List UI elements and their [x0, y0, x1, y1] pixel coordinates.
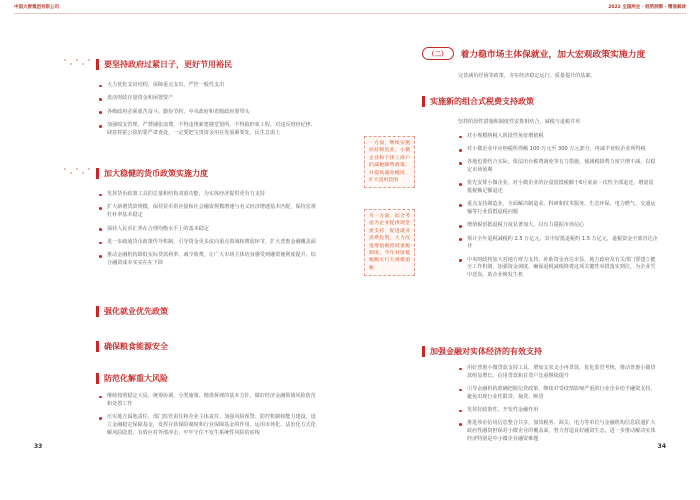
- sidenote-box-2: 另一方面，综合考虑为企业提供现金流支持、促进就业消费投资，大力改进增值税留抵退税制度，今年对留抵税额实行大规模退税: [364, 209, 415, 276]
- chapter-number: （二）: [422, 47, 454, 60]
- list-item: 各地也要结合实际，依法出台税费减免等有力措施，使减税降费力度只增不减，以稳定市场预期: [458, 159, 658, 175]
- list-item: 对小微企业年应纳税所得额 100 万元至 300 万元部分，再减半征收企业所得税: [458, 146, 658, 154]
- list-item: 引导金融机构准确把握信贷政策，继续对受疫情影响严重的行业企业给予融资支持，避免出现行业性限贷、抽贷、断贷: [458, 386, 658, 402]
- section-marker: [96, 341, 99, 352]
- list-item: 重点支持制造业，全面解决制造业、科研和技术服务、生态环保、电力燃气、交通运输等行业留抵退税问题: [458, 201, 658, 217]
- list-item: 各级政府必须艰苦奋斗、勤俭节约，中央政府和省级政府要带头: [98, 109, 320, 117]
- section-title-3: 强化就业优先政策: [96, 306, 168, 317]
- right-page: [350, 0, 700, 500]
- list-item: 保持人民币汇率在合理均衡水平上的基本稳定: [98, 226, 320, 234]
- section-intro: 坚持阶段性措施和制度性安排相结合，减税与退税并举: [458, 119, 581, 125]
- list-item: 优先安排小微企业，对小微企业的存量留抵税额于6月底前一次性全部退还，增量留抵税额足额退还: [458, 180, 658, 196]
- sidenote-box-1: 一方面，继续实施扶持制造业、小微企业和个体工商户的减税降费政策，并提高减免幅度、扩大适用范围: [364, 136, 415, 188]
- list-item: 对小规模纳税人阶段性免征增值税: [458, 133, 658, 141]
- page-number-right: 34: [657, 443, 666, 450]
- list-item: 加强收支管理，严禁铺张浪费，不得违规新建楼堂馆所，不得搞形象工程，对违反财经纪律、肆意挥霍公款的要严肃查处，一定要把宝贵资金用在发展紧要处、民生急需上: [98, 122, 320, 138]
- list-item: 中央财政将加大对地方财力支持，补助资金直达市县，地方政府及有关部门要建立健全工作机制，加强资金调度，确保退税减税降费这项关键性举措落实到位，为企业雪中送炭、助企业焕发生机: [458, 257, 658, 280]
- list-item: 发挥货币政策工具的总量和结构双重功能，为实体经济提供更有力支持: [98, 191, 320, 199]
- list-item: 盘活财政存量资金和闲置资产: [98, 95, 320, 103]
- chapter-subtitle: 完善减负纾困等政策，夯实经济稳定运行、质量提升的基础。: [458, 73, 596, 79]
- header-left-title: 中国大唐集团有限公司: [14, 5, 59, 10]
- section-marker: [96, 59, 99, 70]
- section-title-1: 要坚持政府过紧日子，更好节用裕民: [96, 59, 232, 70]
- section-marker: [422, 96, 425, 107]
- page-number-left: 33: [34, 443, 43, 450]
- section-title-2: 加大稳健的货币政策实施力度: [96, 168, 208, 179]
- list-item: 推进涉企信用信息整合共享，加快税务、海关、电力等单位与金融机构信息联通扩大政府性融资担保对小微企业的覆盖面，努力营造良好融资生态，进一步推动解决实体经济特别是中小微企业融资难题: [458, 420, 658, 443]
- section-list-6: [458, 133, 658, 285]
- section-list-7: [458, 365, 658, 449]
- header-right-title: 2022 全国两会 · 趋势洞察 · 精准解读: [608, 5, 686, 10]
- list-item: 发挥好政策性、开发性金融作用: [458, 407, 658, 415]
- list-item: 推动金融机构降低实际贷款利率、减少收费，让广大市场主体切身感受到融资便利度提升、综合融资成本实实在在下降: [98, 252, 320, 268]
- list-item: 大力优化支出结构，保障重点支出，严控一般性支出: [98, 82, 320, 90]
- section-title-7: 加强金融对实体经济的有效支持: [422, 346, 542, 357]
- list-item: 增值税留抵退税力度显著加大，以有力提振市场信心: [458, 222, 658, 230]
- section-list-1: [98, 82, 320, 143]
- section-marker: [422, 346, 425, 357]
- list-item: 压实地方属地责任、部门监管责任和企业主体责任，加强风险预警、防控机制和能力建设，设立金融稳定保障基金，发挥存款保险制度和行业保障基金的作用，运用市场化、法治化方式化解风险隐患，有效应对外部冲击，牢牢守住不发生系统性风险的底线: [98, 414, 320, 437]
- list-item: 扩大新增贷款规模，保持货币供应量和社会融资规模增速与名义经济增速基本匹配，保持宏观杠杆率基本稳定: [98, 204, 320, 220]
- header-rule: [350, 13, 686, 14]
- chapter-title: 着力稳市场主体保就业，加大宏观政策实施力度: [460, 50, 646, 60]
- list-item: 继续按照稳定大局、统筹协调、分类施策、精准拆弹的基本方针，做好经济金融领域风险防范和处置工作: [98, 393, 320, 409]
- header-rule: [14, 13, 350, 14]
- chapter-heading: [422, 47, 645, 60]
- section-title-6: 实施新的组合式税费支持政策: [422, 96, 534, 107]
- list-item: 用好普惠小微贷款支持工具，增加支农支小再贷款，优化监管考核，推动普惠小微贷款明显增长、信用贷款和首贷户比重继续提升: [458, 365, 658, 381]
- section-marker: [96, 168, 99, 179]
- list-item: 进一步疏通货币政策传导机制，引导资金更多流向重点领域和薄弱环节，扩大普惠金融覆盖面: [98, 239, 320, 247]
- section-list-5: [98, 393, 320, 443]
- section-title-5: 防范化解重大风险: [96, 373, 168, 384]
- section-title-4: 确保粮食能源安全: [96, 341, 168, 352]
- section-marker: [96, 373, 99, 384]
- section-marker: [96, 306, 99, 317]
- list-item: 预计全年退税减税约 2.5 万亿元，其中留抵退税约 1.5 万亿元，退税资金全部直达企业: [458, 236, 658, 252]
- section-list-2: [98, 191, 320, 274]
